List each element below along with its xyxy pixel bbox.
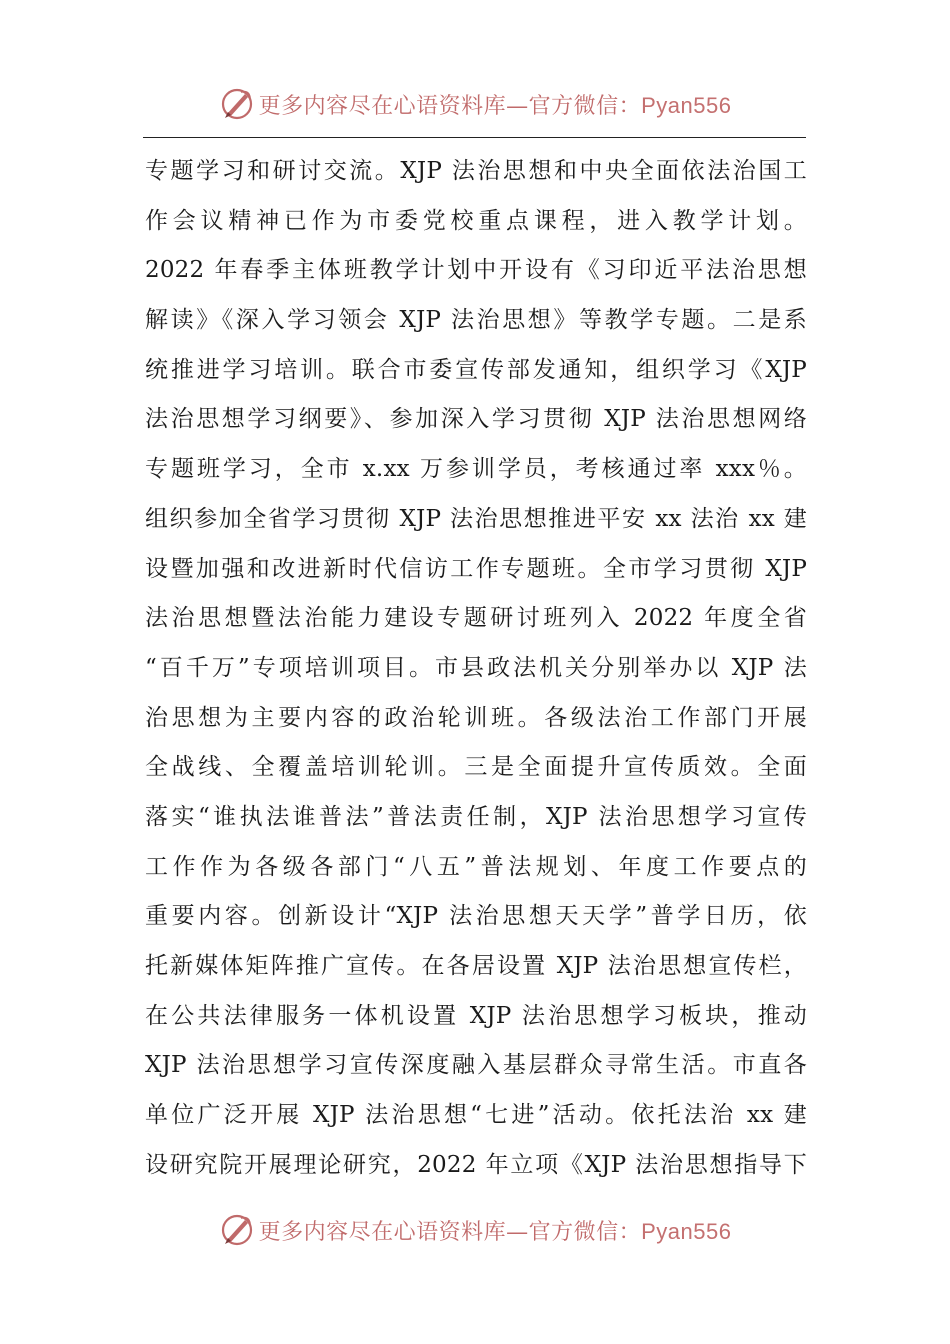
text-line: 法治思想学习纲要》、参加深入学习贯彻 XJP 法治思想网络 bbox=[145, 406, 807, 433]
header-wechat-id: Pyan556 bbox=[641, 92, 732, 118]
body-paragraph bbox=[145, 147, 807, 1190]
text-line: 治思想为主要内容的政治轮训班。各级法治工作部门开展 bbox=[145, 704, 807, 731]
text-line: 重要内容。创新设计“XJP 法治思想天天学”普学日历，依 bbox=[145, 903, 807, 930]
text-line: 托新媒体矩阵推广宣传。在各居设置 XJP 法治思想宣传栏， bbox=[145, 953, 807, 979]
pen-logo-icon bbox=[219, 1212, 255, 1248]
text-line: 作会议精神已作为市委党校重点课程，进入教学计划。 bbox=[145, 207, 807, 234]
text-line: 专题学习和研讨交流。XJP 法治思想和中央全面依法治国工 bbox=[145, 158, 807, 184]
header-watermark-banner bbox=[0, 82, 950, 126]
header-divider bbox=[143, 137, 806, 138]
text-line: 设研究院开展理论研究，2022 年立项《XJP 法治思想指导下 bbox=[145, 1151, 807, 1178]
header-banner-text: 更多内容尽在心语资料库—官方微信：Pyan556 bbox=[258, 92, 732, 119]
text-line: 专题班学习，全市 x.xx 万参训学员，考核通过率 xxx％。 bbox=[145, 456, 807, 483]
text-line: 解读》《深入学习领会 XJP 法治思想》等教学专题。二是系 bbox=[145, 307, 807, 334]
footer-wechat-id: Pyan556 bbox=[641, 1218, 732, 1244]
text-line: 统推进学习培训。联合市委宣传部发通知，组织学习《XJP bbox=[145, 356, 807, 383]
text-line: 法治思想暨法治能力建设专题研讨班列入 2022 年度全省 bbox=[145, 605, 807, 632]
footer-banner-text: 更多内容尽在心语资料库—官方微信：Pyan556 bbox=[258, 1218, 732, 1245]
text-line: 落实“谁执法谁普法”普法责任制，XJP 法治思想学习宣传 bbox=[145, 803, 807, 830]
text-line: 2022 年春季主体班教学计划中开设有《习印近平法治思想 bbox=[145, 257, 807, 284]
pen-logo-icon bbox=[219, 86, 255, 122]
text-line: XJP 法治思想学习宣传深度融入基层群众寻常生活。市直各 bbox=[145, 1052, 807, 1079]
text-line: 设暨加强和改进新时代信访工作专题班。全市学习贯彻 XJP bbox=[145, 555, 807, 582]
text-line: 工作作为各级各部门“八五”普法规划、年度工作要点的 bbox=[145, 853, 807, 880]
text-line: 组织参加全省学习贯彻 XJP 法治思想推进平安 xx 法治 xx 建 bbox=[145, 505, 807, 532]
text-line: 在公共法律服务一体机设置 XJP 法治思想学习板块，推动 bbox=[145, 1002, 807, 1029]
text-line: “百千万”专项培训项目。市县政法机关分别举办以 XJP 法 bbox=[145, 654, 807, 681]
text-line: 全战线、全覆盖培训轮训。三是全面提升宣传质效。全面 bbox=[145, 754, 807, 781]
text-line: 单位广泛开展 XJP 法治思想“七进”活动。依托法治 xx 建 bbox=[145, 1102, 807, 1129]
footer-watermark-banner bbox=[0, 1208, 950, 1252]
